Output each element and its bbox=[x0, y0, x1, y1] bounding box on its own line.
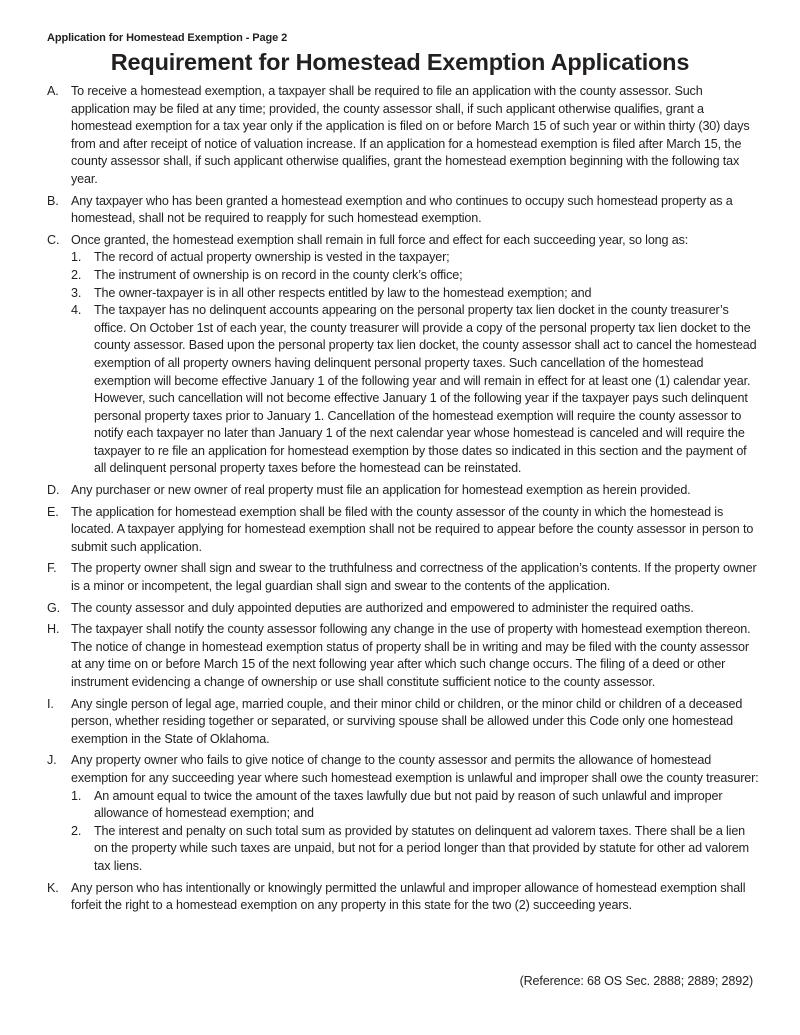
statute-reference: (Reference: 68 OS Sec. 2888; 2889; 2892) bbox=[519, 974, 753, 988]
section-text: Once granted, the homestead exemption shall remain in full force and effect for each succeeding year, so long as: bbox=[71, 232, 689, 247]
section-text: The property owner shall sign and swear to the truthfulness and correctness of the application’s contents. If the property owner is a minor or incompetent, the legal guardian shall sign and swear to the contents of the application. bbox=[71, 561, 757, 594]
section-letter: J. bbox=[47, 753, 57, 768]
section-letter: H. bbox=[47, 622, 60, 637]
subitem bbox=[71, 788, 759, 823]
section-h bbox=[47, 621, 759, 691]
subitem-number: 2. bbox=[71, 823, 82, 838]
subitem-number: 4. bbox=[71, 303, 82, 318]
subitem-list bbox=[71, 249, 759, 478]
subitem-number: 1. bbox=[71, 250, 82, 265]
section-d bbox=[47, 482, 759, 500]
section-g bbox=[47, 600, 759, 618]
section-text: Any single person of legal age, married couple, and their minor child or children, or the minor child or children of a deceased person, whether residing together or separated, or surviving spouse shall be allowed under this Code only one homestead exemption in the State of Oklahoma. bbox=[71, 696, 743, 746]
section-a bbox=[47, 83, 759, 189]
subitem bbox=[71, 823, 759, 876]
section-text: The application for homestead exemption shall be filed with the county assessor of the county in which the homestead is located. A taxpayer applying for homestead exemption shall not be required to appear before the county assessor in person to submit such application. bbox=[71, 504, 754, 554]
subitem-number: 3. bbox=[71, 285, 82, 300]
requirements-list bbox=[47, 83, 759, 919]
section-text: The taxpayer shall notify the county assessor following any change in the use of property with homestead exemption thereon. The notice of change in homestead exemption status of property shall be in writing and may be filed with the county assessor at any time on or before March 15 of the next following year after which such change occurs. The filing of a deed or other instrument evidencing a change of ownership or use shall constitute sufficient notice to the county assessor. bbox=[71, 622, 751, 689]
subitem bbox=[71, 285, 759, 303]
section-text: Any purchaser or new owner of real property must file an application for homestead exemption as herein provided. bbox=[71, 483, 691, 498]
section-letter: B. bbox=[47, 193, 59, 208]
subitem-text: The taxpayer has no delinquent accounts appearing on the personal property tax lien docket in the county treasurer’s office. On October 1st of each year, the county treasurer will provide a copy of the personal property tax lien docket to the county assessor. Based upon the personal property tax lien docket, the county assessor shall act to cancel the homestead exemption of all property owners having delinquent personal property taxes. Such cancellation of the homestead exemption will become effective January 1 of the following year and will remain in effect for at least one (1) calendar year. However, such cancellation will not become effective January 1 of the following year if the taxpayer pays such delinquent personal property taxes prior to January 1. Cancellation of the homestead exemption will require the county assessor to notify each taxpayer no later than January 1 of the next calendar year whose homestead is canceled and will require the taxpayer to re file an application for homestead exemption by those dates so indicated in this section and the payment of all delinquent personal property taxes before the homestead can be reinstated. bbox=[94, 303, 757, 476]
section-letter: K. bbox=[47, 880, 59, 895]
subitem bbox=[71, 267, 759, 285]
subitem-text: An amount equal to twice the amount of the taxes lawfully due but not paid by reason of such unlawful and improper allowance of homestead exemption; and bbox=[94, 788, 723, 821]
subitem bbox=[71, 302, 759, 478]
subitem-number: 1. bbox=[71, 788, 82, 803]
section-k bbox=[47, 880, 759, 915]
page-header: Application for Homestead Exemption - Page 2 bbox=[47, 32, 288, 44]
page-title: Requirement for Homestead Exemption Applications bbox=[110, 49, 690, 75]
section-f bbox=[47, 560, 759, 595]
section-i bbox=[47, 696, 759, 749]
section-j bbox=[47, 752, 759, 875]
section-text: Any taxpayer who has been granted a homestead exemption and who continues to occupy such homestead property as a homestead, shall not be required to reapply for such homestead exemption. bbox=[71, 193, 733, 226]
section-letter: G. bbox=[47, 600, 60, 615]
subitem-number: 2. bbox=[71, 267, 82, 282]
section-letter: F. bbox=[47, 561, 57, 576]
subitem-text: The record of actual property ownership is vested in the taxpayer; bbox=[94, 250, 450, 265]
section-letter: E. bbox=[47, 504, 59, 519]
subitem-text: The instrument of ownership is on record in the county clerk’s office; bbox=[94, 267, 463, 282]
section-text: The county assessor and duly appointed deputies are authorized and empowered to administer the required oaths. bbox=[71, 600, 694, 615]
subitem-text: The interest and penalty on such total sum as provided by statutes on delinquent ad valorem taxes. There shall be a lien on the property while such taxes are unpaid, but not for a period longer than that provided by statute for other ad valorem tax liens. bbox=[94, 823, 750, 873]
subitem-list bbox=[71, 788, 759, 876]
subitem bbox=[71, 249, 759, 267]
section-text: Any property owner who fails to give notice of change to the county assessor and permits the allowance of homestead exemption for any succeeding year where such homestead exemption is unlawful and improper shall owe the county treasurer: bbox=[71, 753, 759, 785]
subitem-text: The owner-taxpayer is in all other respects entitled by law to the homestead exemption; and bbox=[94, 285, 592, 300]
section-letter: D. bbox=[47, 483, 60, 498]
section-text: To receive a homestead exemption, a taxpayer shall be required to file an application with the county assessor. Such application may be filed at any time; provided, the county assessor shall, if such applicant otherwise qualifies, grant a homestead exemption for a tax year only if the application is filed on or before March 15 of such year or within thirty (30) days from and after receipt of notice of valuation increase. If an application for a homestead exemption is filed after March 15, the county assessor shall, if such applicant otherwise qualifies, grant the homestead exemption beginning with the following tax year. bbox=[71, 84, 750, 186]
section-e bbox=[47, 504, 759, 557]
section-letter: C. bbox=[47, 232, 60, 247]
section-c bbox=[47, 232, 759, 478]
section-letter: A. bbox=[47, 84, 59, 98]
section-b bbox=[47, 193, 759, 228]
section-text: Any person who has intentionally or knowingly permitted the unlawful and improper allowance of homestead exemption shall forfeit the right to a homestead exemption on any property in this state for the two (2) succeeding years. bbox=[71, 880, 746, 913]
section-letter: I. bbox=[47, 696, 54, 711]
